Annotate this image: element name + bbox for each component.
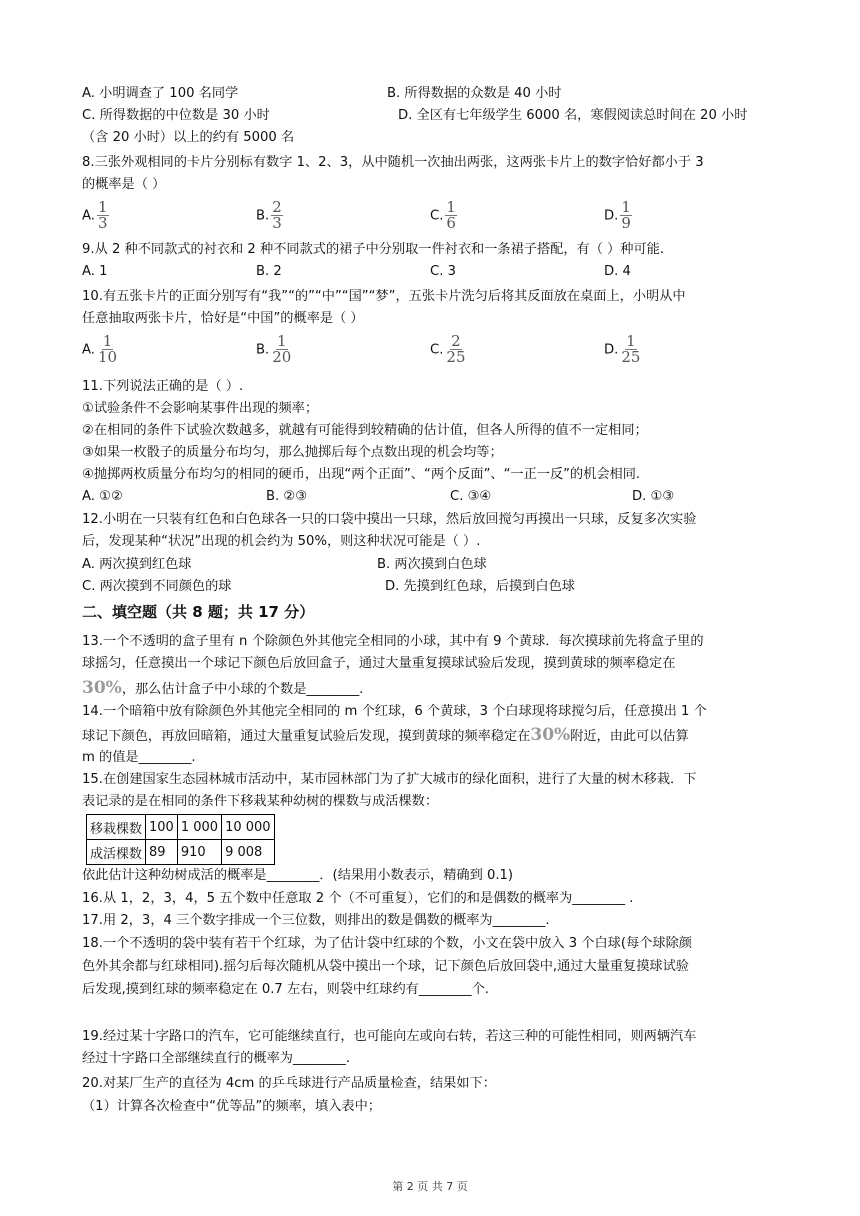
q14-stem-line3: m 的值是________. [82, 750, 196, 765]
q10-option-a-label: A. [82, 342, 95, 358]
q8-option-d[interactable] [604, 200, 632, 231]
q8-option-c-fraction [445, 200, 457, 231]
q10-stem-line2: 任意抽取两张卡片，恰好是“中国”的概率是（ ） [82, 311, 364, 326]
denominator: 9 [621, 214, 631, 232]
q10-option-b[interactable] [256, 334, 292, 365]
numerator: 1 [102, 332, 113, 350]
q18-stem-line2: 色外其余都与红球相同).摇匀后每次随机从袋中摸出一个球，记下颜色后放回袋中,通过大量重复摸球试验 [82, 959, 689, 974]
q12-stem-line1: 12.小明在一只装有红色和白色球各一只的口袋中摸出一只球，然后放回搅匀再摸出一只球，反复多次实验 [82, 512, 697, 527]
q20-stem-line1: 20.对某厂生产的直径为 4cm 的乒乓球进行产品质量检查，结果如下： [82, 1076, 496, 1091]
q12-option-d[interactable]: D. 先摸到红色球，后摸到白色球 [385, 579, 575, 594]
section-fill-in-heading: 二、填空题（共 8 题；共 17 分） [82, 603, 315, 621]
q8-option-c[interactable] [430, 200, 457, 231]
q12-option-c[interactable]: C. 两次摸到不同颜色的球 [82, 579, 232, 594]
q20-stem-line2: （1）计算各次检查中“优等品”的频率，填入表中； [82, 1099, 381, 1114]
table-cell: 89 [146, 840, 178, 865]
q11-statement-1: ①试验条件不会影响某事件出现的频率； [82, 401, 319, 416]
q15-stem-line2: 表记录的是在相同的条件下移栽某种幼树的棵数与成活棵数： [82, 794, 439, 809]
q11-stem: 11.下列说法正确的是（ ）. [82, 379, 244, 394]
q8-option-d-fraction [620, 200, 632, 231]
q12-option-a[interactable]: A. 两次摸到红色球 [82, 557, 192, 572]
q11-statement-3: ③如果一枚骰子的质量分布均匀，那么抛掷后每个点数出现的机会均等； [82, 445, 503, 460]
table-cell: 1 000 [177, 815, 221, 840]
q13-stem-line3 [82, 678, 363, 700]
denominator: 20 [272, 348, 292, 366]
q10-stem-line1: 10.有五张卡片的正面分别写有“我”“的”“中”“国”“梦”，五张卡片洗匀后将其反面放在桌面上，小明从中 [82, 289, 686, 304]
q15-stem-line1: 15.在创建国家生态园林城市活动中，某市园林部门为了扩大城市的绿化面积，进行了大量的树木移栽．下 [82, 772, 697, 787]
q14-stem-line1: 14.一个暗箱中放有除颜色外其他完全相同的 m 个红球，6 个黄球，3 个白球现将球搅匀后，任意摸出 1 个 [82, 704, 707, 719]
q13-stem-line2: 球摇匀，任意摸出一个球记下颜色后放回盒子，通过大量重复摸球试验后发现，摸到黄球的频率稳定在 [82, 656, 676, 671]
q11-option-d[interactable]: D. ①③ [632, 489, 675, 504]
q8-option-c-label: C. [430, 208, 444, 224]
percent-value: 30% [82, 678, 122, 698]
q8-option-a-fraction [97, 200, 109, 231]
q10-option-d-label: D. [604, 342, 619, 358]
q10-option-a-fraction [97, 334, 118, 365]
table-row [87, 840, 275, 865]
q8-option-a-label: A. [82, 208, 95, 224]
q10-option-c-label: C. [430, 342, 444, 358]
q10-option-c-fraction [445, 334, 466, 365]
q9-option-d[interactable]: D. 4 [604, 264, 631, 279]
table-cell: 移栽棵数 [87, 815, 146, 840]
q9-stem: 9.从 2 种不同款式的衬衣和 2 种不同款式的裙子中分别取一件衬衣和一条裙子搭配，有（ ）种可能. [82, 242, 665, 257]
denominator: 25 [621, 348, 641, 366]
q11-option-a[interactable]: A. ①② [82, 489, 123, 504]
q11-statement-2: ②在相同的条件下试验次数越多，就越有可能得到较精确的估计值，但各人所得的值不一定相同； [82, 423, 648, 438]
numerator: 2 [451, 332, 461, 350]
q11-statement-4: ④抛掷两枚质量分布均匀的相同的硬币，出现“两个正面”、“两个反面”、“一正一反”的机会相同. [82, 467, 641, 482]
q7-option-c[interactable]: C. 所得数据的中位数是 30 小时 [82, 108, 270, 123]
q8-option-d-label: D. [604, 208, 619, 224]
numerator: 1 [446, 198, 456, 216]
table-row [87, 815, 275, 840]
q19-stem-line1: 19.经过某十字路口的汽车，它可能继续直行，也可能向左或向右转，若这三种的可能性相同，则两辆汽车 [82, 1029, 697, 1044]
q7-option-a[interactable]: A. 小明调查了 100 名同学 [82, 86, 239, 101]
q10-option-a[interactable] [82, 334, 118, 365]
q10-option-d[interactable] [604, 334, 641, 365]
q8-option-b[interactable] [256, 200, 283, 231]
q8-option-a[interactable] [82, 200, 109, 231]
q9-option-a[interactable]: A. 1 [82, 264, 108, 279]
q12-option-b[interactable]: B. 两次摸到白色球 [377, 557, 487, 572]
q11-option-c[interactable]: C. ③④ [450, 489, 492, 504]
q7-option-b[interactable]: B. 所得数据的众数是 40 小时 [387, 86, 562, 101]
q18-stem-line1: 18.一个不透明的袋中装有若干个红球，为了估计袋中红球的个数，小文在袋中放入 3 个白球(每个球除颜 [82, 936, 692, 951]
table-cell: 100 [146, 815, 178, 840]
denominator: 3 [97, 214, 108, 232]
q14-stem-line2-a: 球记下颜色，再放回暗箱，通过大量重复试验后发现，摸到黄球的频率稳定在 [82, 729, 531, 744]
table-cell: 10 000 [222, 815, 275, 840]
q14-stem-line2 [82, 725, 689, 747]
q18-stem-line3: 后发现,摸到红球的频率稳定在 0.7 左右，则袋中红球约有________个. [82, 982, 489, 997]
q8-option-b-label: B. [256, 208, 270, 224]
q11-option-b[interactable]: B. ②③ [266, 489, 308, 504]
q8-option-b-fraction [271, 200, 283, 231]
denominator: 10 [97, 348, 118, 366]
denominator: 25 [446, 348, 466, 366]
q15-stem-line3: 依此估计这种幼树成活的概率是________．(结果用小数表示，精确到 0.1) [82, 868, 514, 883]
q19-stem-line2: 经过十字路口全部继续直行的概率为________. [82, 1051, 350, 1066]
q9-option-b[interactable]: B. 2 [256, 264, 282, 279]
q9-option-c[interactable]: C. 3 [430, 264, 456, 279]
q7-option-d-continued: （含 20 小时）以上的约有 5000 名 [82, 130, 295, 145]
q16-stem: 16.从 1，2，3，4，5 五个数中任意取 2 个（不可重复），它们的和是偶数的概率为________ . [82, 891, 634, 906]
numerator: 1 [97, 198, 108, 216]
page-footer: 第 2 页 共 7 页 [392, 1180, 468, 1193]
numerator: 1 [621, 198, 631, 216]
q10-option-b-fraction [271, 334, 292, 365]
q8-stem-line2: 的概率是（ ） [82, 177, 166, 192]
q12-stem-line2: 后，发现某种“状况”出现的机会约为 50%，则这种状况可能是（ ）. [82, 534, 481, 549]
q10-option-b-label: B. [256, 342, 270, 358]
table-cell: 910 [177, 840, 221, 865]
q10-option-d-fraction [620, 334, 641, 365]
q10-option-c[interactable] [430, 334, 467, 365]
q8-stem-line1: 8.三张外观相同的卡片分别标有数字 1、2、3，从中随机一次抽出两张，这两张卡片上的数字恰好都小于 3 [82, 155, 704, 170]
q15-table [86, 814, 275, 865]
denominator: 6 [446, 214, 456, 232]
table-cell: 成活棵数 [87, 840, 146, 865]
q14-stem-line2-b: 附近，由此可以估算 [570, 729, 689, 744]
numerator: 1 [626, 332, 636, 350]
table-cell: 9 008 [222, 840, 275, 865]
numerator: 2 [272, 198, 282, 216]
q17-stem: 17.用 2，3，4 三个数字排成一个三位数，则排出的数是偶数的概率为________. [82, 913, 550, 928]
numerator: 1 [277, 332, 287, 350]
q7-option-d[interactable]: D. 全区有七年级学生 6000 名，寒假阅读总时间在 20 小时 [398, 108, 748, 123]
q13-stem-line1: 13.一个不透明的盒子里有 n 个除颜色外其他完全相同的小球，其中有 9 个黄球．每次摸球前先将盒子里的 [82, 634, 704, 649]
q13-stem-line3-text: ，那么估计盒子中小球的个数是________. [121, 682, 364, 697]
denominator: 3 [272, 214, 282, 232]
percent-value: 30% [530, 725, 571, 745]
